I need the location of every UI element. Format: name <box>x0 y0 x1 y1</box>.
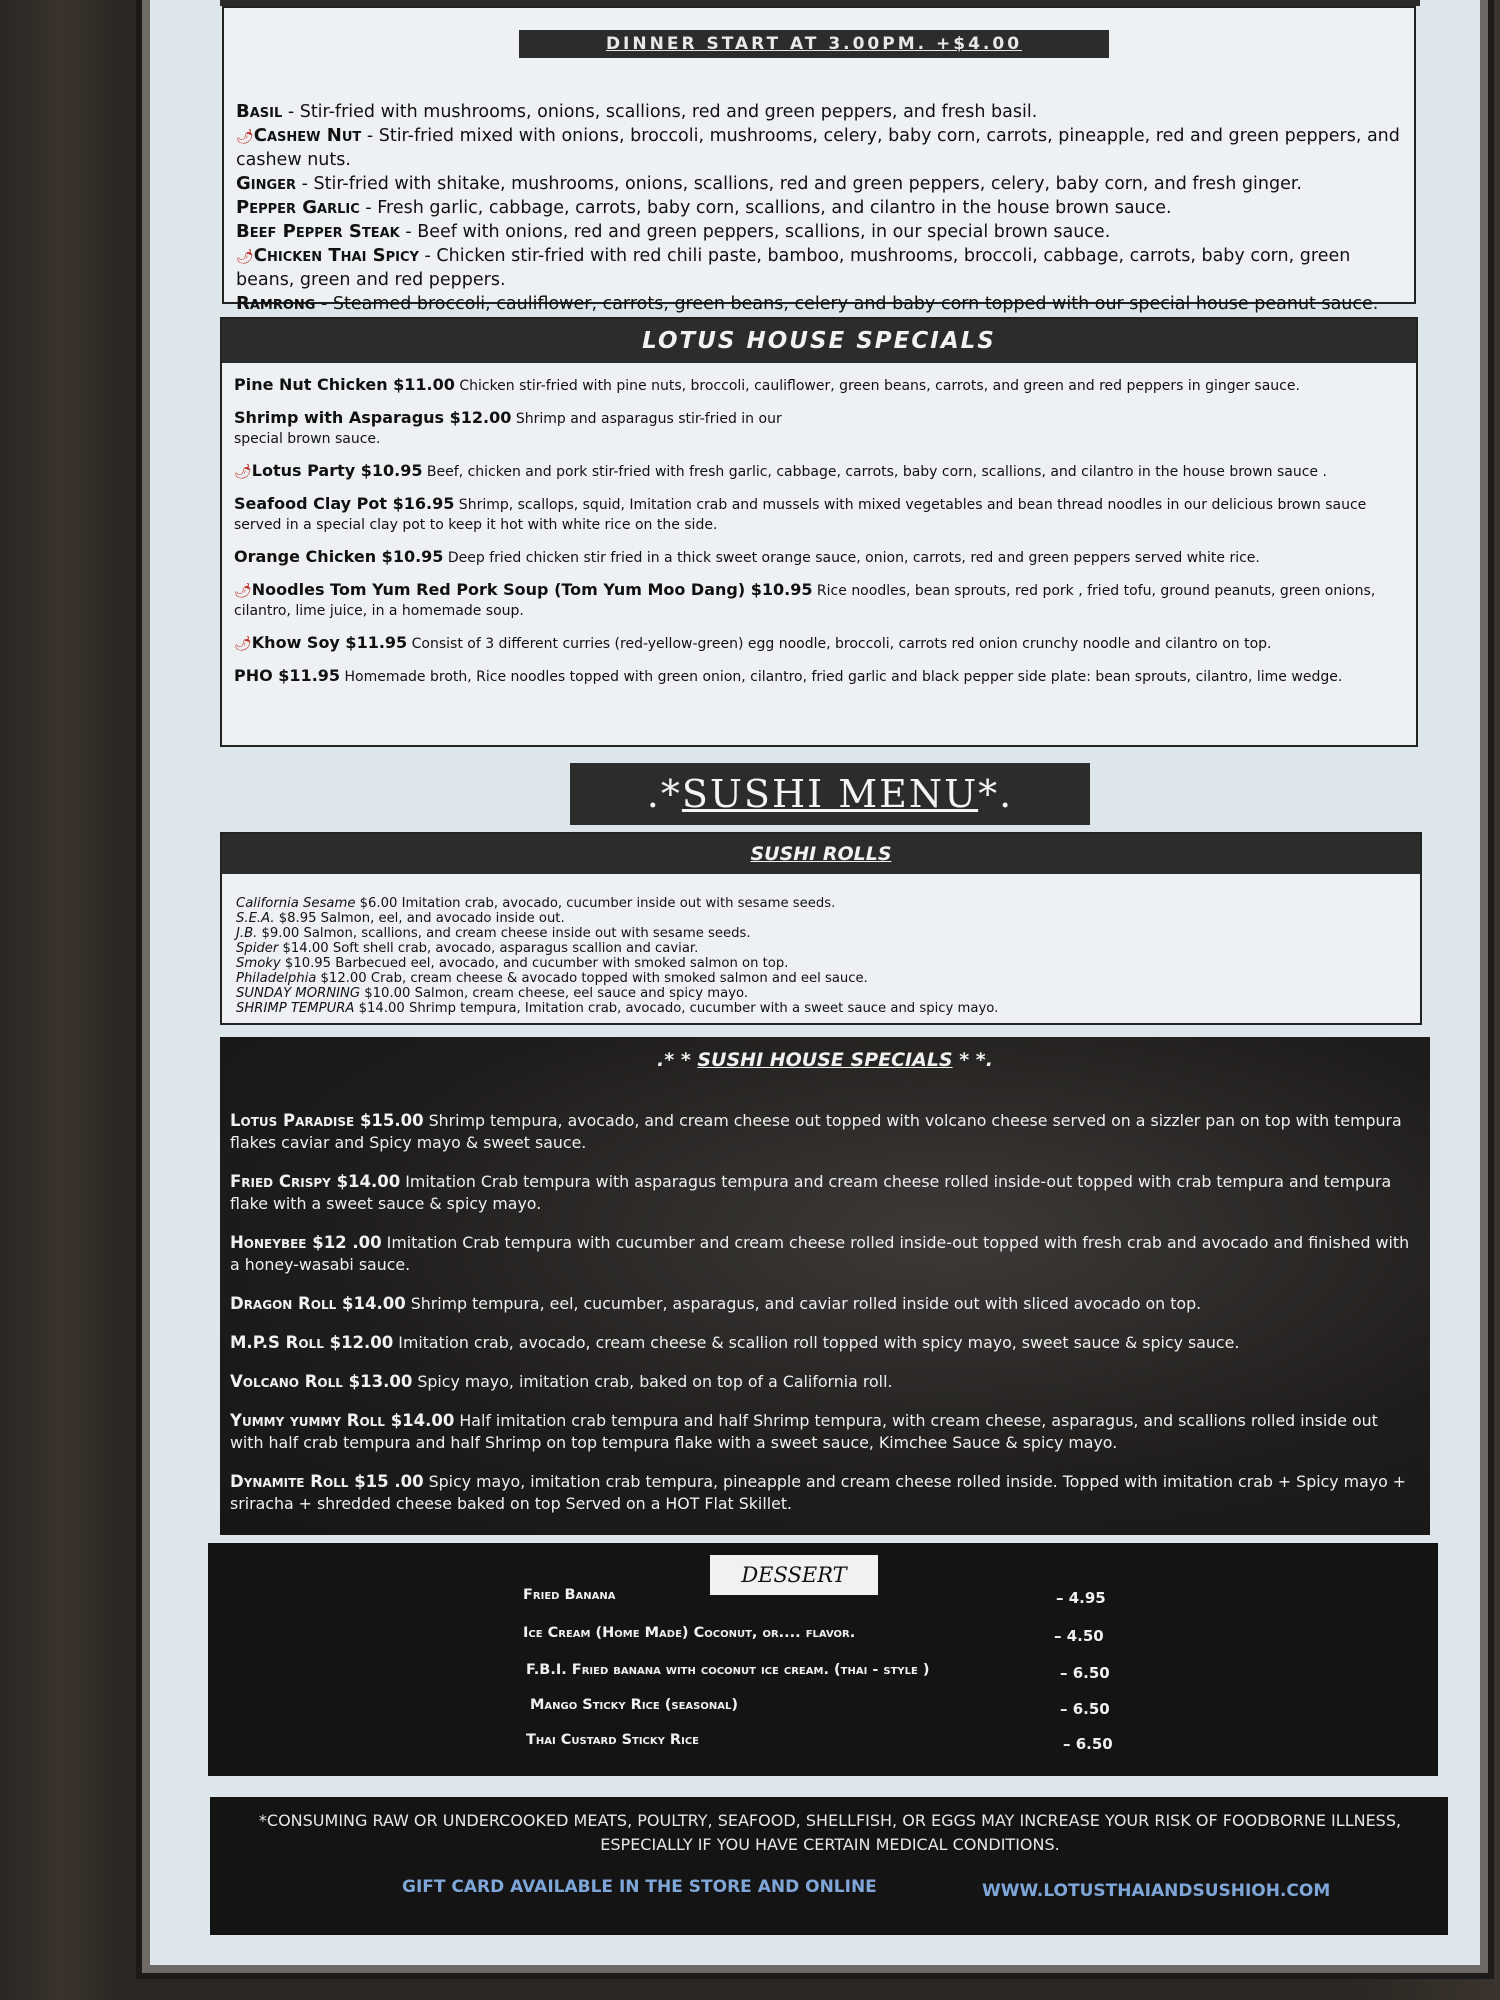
house-special-item: Fried Crispy $14.00 Imitation Crab tempura with asparagus tempura and cream cheese rolled inside-out topped with crab tempura and tempura flake with a sweet sauce & spicy mayo. <box>230 1172 1392 1213</box>
house-special-item: Lotus Paradise $15.00 Shrimp tempura, avocado, and cream cheese out topped with volcano cheese served on a sizzler pan on top with tempura flakes caviar and Spicy mayo & sweet sauce. <box>230 1111 1402 1152</box>
sushi-house-specials-section <box>220 1037 1430 1535</box>
dinner-header: DINNER START AT 3.00PM. +$4.00 <box>519 30 1109 58</box>
roll-item: SUNDAY MORNING $10.00 Salmon, cream cheese, eel sauce and spicy mayo. <box>236 986 749 1001</box>
sushi-rolls-section <box>220 832 1422 1025</box>
sushi-rolls-header: SUSHI ROLLS <box>222 834 1420 874</box>
dinner-item: Beef Pepper Steak - Beef with onions, red and green peppers, scallions, in our special brown sauce. <box>236 221 1111 242</box>
footer-section <box>210 1797 1448 1935</box>
lotus-item: 🌶Khow Soy $11.95 Consist of 3 different curries (red-yellow-green) egg noodle, broccoli, carrots red onion crunchy noodle and cilantro on top. <box>234 633 1272 652</box>
roll-item: Smoky $10.95 Barbecued eel, avocado, and cucumber with smoked salmon on top. <box>236 956 789 971</box>
chili-icon: 🌶 <box>234 636 252 652</box>
lotus-specials-section <box>220 317 1418 747</box>
dinner-section <box>222 6 1416 314</box>
dinner-item: Pepper Garlic - Fresh garlic, cabbage, carrots, baby corn, scallions, and cilantro in the house brown sauce. <box>236 197 1172 218</box>
dinner-item: Basil - Stir-fried with mushrooms, onions, scallions, red and green peppers, and fresh basil. <box>236 101 1038 122</box>
house-special-item: Dynamite Roll $15 .00 Spicy mayo, imitation crab tempura, pineapple and cream cheese rolled inside. Topped with imitation crab + Spicy mayo + sriracha + shredded cheese baked on top Served on a HOT Flat Skillet. <box>230 1472 1407 1513</box>
dinner-item: 🌶Chicken Thai Spicy - Chicken stir-fried with red chili paste, bamboo, mushrooms, broccoli, cabbage, carrots, baby corn, green beans, green and red peppers. <box>236 245 1351 290</box>
dessert-item-name: Ice Cream (Home Made) Coconut, or.... flavor. <box>523 1625 856 1641</box>
lotus-item: Orange Chicken $10.95 Deep fried chicken stir fried in a thick sweet orange sauce, onion, carrots, red and green peppers served white rice. <box>234 547 1260 566</box>
chili-icon: 🌶 <box>234 464 252 480</box>
dinner-list <box>236 100 1406 316</box>
roll-item: S.E.A. $8.95 Salmon, eel, and avocado inside out. <box>236 911 565 926</box>
roll-item: SHRIMP TEMPURA $14.00 Shrimp tempura, Imitation crab, avocado, cucumber with a sweet sauce and spicy mayo. <box>236 1001 999 1016</box>
dinner-item: 🌶Cashew Nut - Stir-fried mixed with onions, broccoli, mushrooms, celery, baby corn, carrots, pineapple, red and green peppers, and cashew nuts. <box>236 125 1400 170</box>
roll-item: Philadelphia $12.00 Crab, cream cheese & avocado topped with smoked salmon and eel sauce. <box>236 971 868 986</box>
dessert-item-price: – 4.50 <box>1054 1627 1104 1645</box>
dessert-header: DESSERT <box>710 1555 878 1595</box>
lotus-item: Shrimp with Asparagus $12.00 Shrimp and asparagus stir-fried in our special brown sauce. <box>234 408 782 447</box>
dessert-section <box>208 1543 1438 1776</box>
roll-item: J.B. $9.00 Salmon, scallions, and cream cheese inside out with sesame seeds. <box>236 926 751 941</box>
house-special-item: Honeybee $12 .00 Imitation Crab tempura with cucumber and cream cheese rolled inside-out topped with fresh crab and avocado and finished with a honey-wasabi sauce. <box>230 1233 1410 1274</box>
house-special-item: Dragon Roll $14.00 Shrimp tempura, eel, cucumber, asparagus, and caviar rolled inside out with sliced avocado on top. <box>230 1294 1202 1313</box>
chili-icon: 🌶 <box>234 583 252 599</box>
sushi-rolls-list <box>236 896 1406 1016</box>
dinner-item: Ginger - Stir-fried with shitake, mushrooms, onions, scallions, red and green peppers, celery, baby corn, and fresh ginger. <box>236 173 1302 194</box>
dessert-item-price: – 6.50 <box>1063 1735 1113 1753</box>
chili-icon: 🌶 <box>236 129 254 145</box>
menu-sheet <box>150 0 1480 1965</box>
sushi-house-specials-list <box>230 1110 1410 1532</box>
roll-item: California Sesame $6.00 Imitation crab, avocado, cucumber inside out with sesame seeds. <box>236 896 836 911</box>
dessert-item-name: Fried Banana <box>523 1587 616 1603</box>
lotus-item: PHO $11.95 Homemade broth, Rice noodles topped with green onion, cilantro, fried garlic and black pepper side plate: bean sprouts, cilantro, lime wedge. <box>234 666 1343 685</box>
gift-card-notice: GIFT CARD AVAILABLE IN THE STORE AND ONLINE <box>402 1877 877 1897</box>
lotus-item: Pine Nut Chicken $11.00 Chicken stir-fried with pine nuts, broccoli, cauliflower, green beans, carrots, and green and red peppers in ginger sauce. <box>234 375 1300 394</box>
house-special-item: M.P.S Roll $12.00 Imitation crab, avocado, cream cheese & scallion roll topped with spicy mayo, sweet sauce & spicy sauce. <box>230 1333 1240 1352</box>
house-special-item: Volcano Roll $13.00 Spicy mayo, imitation crab, baked on top of a California roll. <box>230 1372 893 1391</box>
lotus-item: Seafood Clay Pot $16.95 Shrimp, scallops, squid, Imitation crab and mussels with mixed vegetables and bean thread noodles in our delicious brown sauce served in a special clay pot to keep it hot with white rice on the side. <box>234 494 1367 533</box>
sushi-house-specials-header: .* * SUSHI HOUSE SPECIALS * *. <box>657 1049 993 1071</box>
lotus-item: 🌶Noodles Tom Yum Red Pork Soup (Tom Yum Moo Dang) $10.95 Rice noodles, bean sprouts, red pork , fried tofu, ground peanuts, green onions, cilantro, lime juice, in a homemade soup. <box>234 580 1376 619</box>
website-link[interactable]: WWW.LOTUSTHAIANDSUSHIOH.COM <box>982 1881 1331 1901</box>
sushi-menu-title: .*SUSHI MENU*. <box>570 763 1090 825</box>
roll-item: Spider $14.00 Soft shell crab, avocado, asparagus scallion and caviar. <box>236 941 699 956</box>
house-special-item: Yummy yummy Roll $14.00 Half imitation crab tempura and half Shrimp tempura, with cream cheese, asparagus, and scallions rolled inside out with half crab tempura and half Shrimp on top tempura flake with a sweet sauce, Kimchee Sauce & spicy mayo. <box>230 1411 1378 1452</box>
chili-icon: 🌶 <box>236 249 254 265</box>
dessert-item-price: – 4.95 <box>1056 1589 1106 1607</box>
dessert-item-name: Mango Sticky Rice (seasonal) <box>530 1697 738 1713</box>
lotus-specials-list <box>234 375 1404 699</box>
dessert-item-price: – 6.50 <box>1060 1700 1110 1718</box>
food-safety-warning: *CONSUMING RAW OR UNDERCOOKED MEATS, POULTRY, SEAFOOD, SHELLFISH, OR EGGS MAY INCREASE YOUR RISK OF FOODBORNE ILLNESS, ESPECIALLY IF YOU HAVE CERTAIN MEDICAL CONDITIONS. <box>258 1811 1402 1854</box>
lotus-item: 🌶Lotus Party $10.95 Beef, chicken and pork stir-fried with fresh garlic, cabbage, carrots, baby corn, scallions, and cilantro in the house brown sauce . <box>234 461 1327 480</box>
dessert-item-name: F.B.I. Fried banana with coconut ice cream. (thai - style ) <box>526 1662 930 1678</box>
dessert-item-price: – 6.50 <box>1060 1664 1110 1682</box>
dinner-item: Ramrong - Steamed broccoli, cauliflower, carrots, green beans, celery and baby corn topped with our special house peanut sauce. <box>236 293 1379 314</box>
dessert-item-name: Thai Custard Sticky Rice <box>526 1732 699 1748</box>
lotus-specials-header: LOTUS HOUSE SPECIALS <box>222 319 1416 363</box>
